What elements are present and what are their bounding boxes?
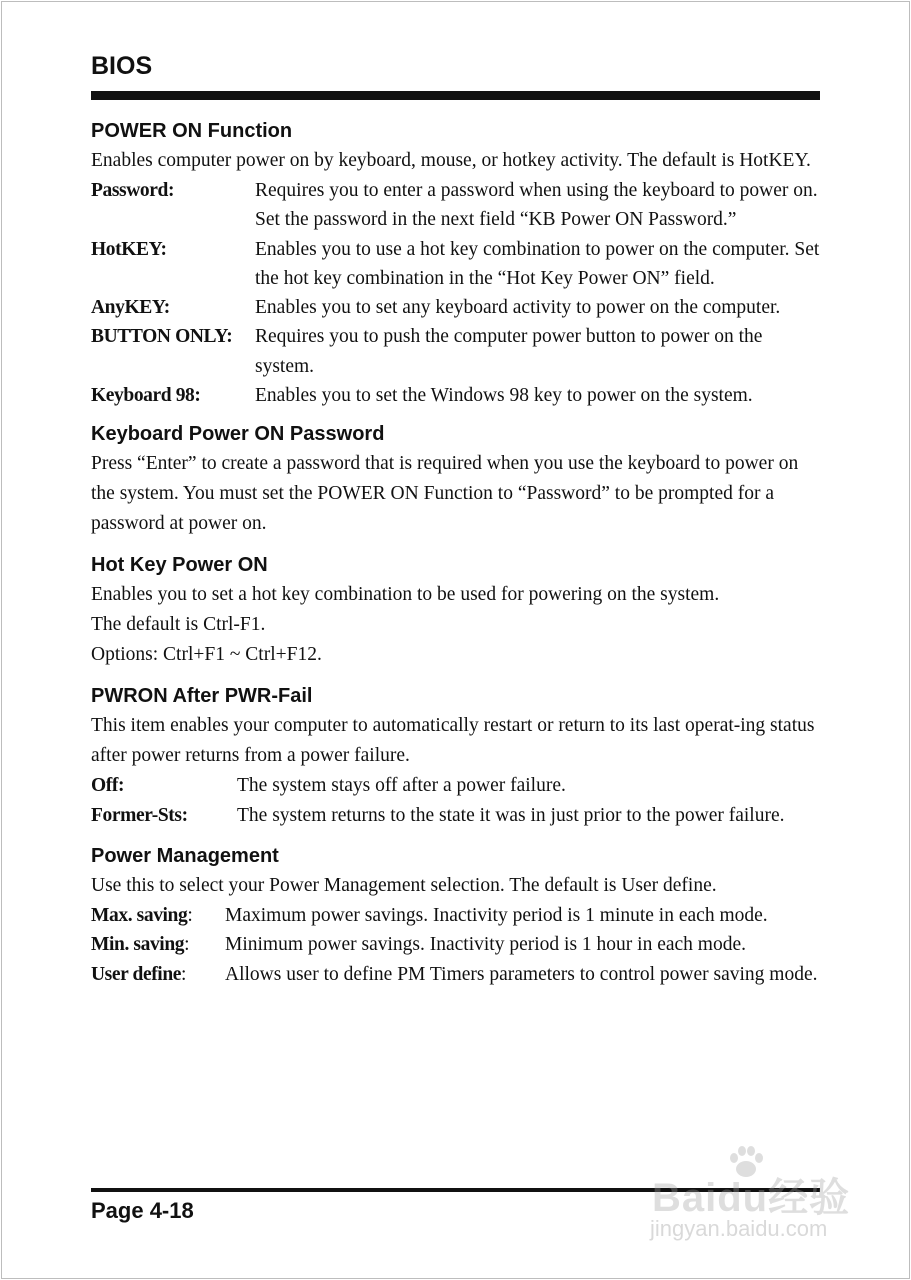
- definition-desc: Enables you to use a hot key combination to power on the computer. Set the hot key combination in the “Hot Key Power ON” field.: [255, 238, 820, 289]
- definition-item: [91, 901, 821, 930]
- definition-desc: Requires you to enter a password when using the keyboard to power on. Set the password in the next field “KB Power ON Password.”: [255, 180, 818, 231]
- definition-item: [91, 801, 821, 830]
- definition-desc: Minimum power savings. Inactivity period is 1 hour in each mode.: [225, 934, 746, 956]
- definition-term: Password:: [91, 180, 175, 201]
- definition-desc: The system stays off after a power failure.: [237, 775, 566, 797]
- section-body: Press “Enter” to create a password that is required when you use the keyboard to power on the system. You must set the POWER ON Function to “Password” to be prompted for a password at power on.: [91, 453, 799, 535]
- section-title-hot-key-power-on: Hot Key Power ON: [91, 554, 268, 577]
- section-line: Enables you to set a hot key combination to be used for powering on the system.: [91, 584, 720, 606]
- definition-desc: Enables you to set any keyboard activity to power on the computer.: [255, 297, 781, 319]
- definition-term: AnyKEY:: [91, 297, 170, 319]
- watermark: [640, 1138, 870, 1248]
- definition-item: [91, 381, 821, 410]
- section-title-pwron-after-pwr-fail: PWRON After PWR-Fail: [91, 685, 313, 708]
- header-rule: [91, 91, 820, 100]
- definition-term: Min. saving:: [91, 934, 190, 956]
- definition-term: Keyboard 98:: [91, 385, 201, 407]
- section-intro: This item enables your computer to automatically restart or return to its last operat-ing status after power returns from a power failure.: [91, 715, 815, 767]
- section-line: Options: Ctrl+F1 ~ Ctrl+F12.: [91, 644, 322, 666]
- definition-desc: Maximum power savings. Inactivity period is 1 minute in each mode.: [225, 904, 768, 926]
- section-intro: Enables computer power on by keyboard, mouse, or hotkey activity. The default is HotKEY.: [91, 150, 811, 171]
- definition-term: Max. saving:: [91, 904, 193, 926]
- definition-item: [91, 960, 821, 989]
- definition-desc: The system returns to the state it was in just prior to the power failure.: [237, 804, 785, 826]
- definition-term: HotKEY:: [91, 238, 167, 260]
- definition-desc: Requires you to push the computer power button to power on the system.: [255, 326, 763, 377]
- definition-term: Off:: [91, 775, 125, 797]
- watermark-url: jingyan.baidu.com: [650, 1216, 828, 1241]
- definition-item: [91, 293, 821, 322]
- page-content: [91, 116, 821, 989]
- section-intro: Use this to select your Power Management selection. The default is User define.: [91, 874, 717, 896]
- definition-term: Former-Sts:: [91, 804, 188, 826]
- section-title-power-on-function: POWER ON Function: [91, 120, 293, 142]
- header-title: BIOS: [91, 52, 153, 80]
- section-title-power-management: Power Management: [91, 844, 279, 867]
- definition-term: User define:: [91, 963, 187, 985]
- section-title-keyboard-power-on-password: Keyboard Power ON Password: [91, 423, 385, 446]
- watermark-logo: Baidu经验: [652, 1176, 851, 1220]
- definition-term: BUTTON ONLY:: [91, 326, 233, 348]
- definition-desc: Enables you to set the Windows 98 key to power on the system.: [255, 385, 753, 407]
- definition-item: [91, 176, 821, 235]
- definition-item: [91, 771, 821, 800]
- definition-desc: Allows user to define PM Timers parameters to control power saving mode.: [225, 963, 818, 985]
- definition-item: [91, 322, 821, 381]
- section-line: The default is Ctrl-F1.: [91, 614, 266, 636]
- page-number: Page 4-18: [91, 1198, 194, 1223]
- definition-item: [91, 930, 821, 959]
- definition-item: [91, 235, 821, 294]
